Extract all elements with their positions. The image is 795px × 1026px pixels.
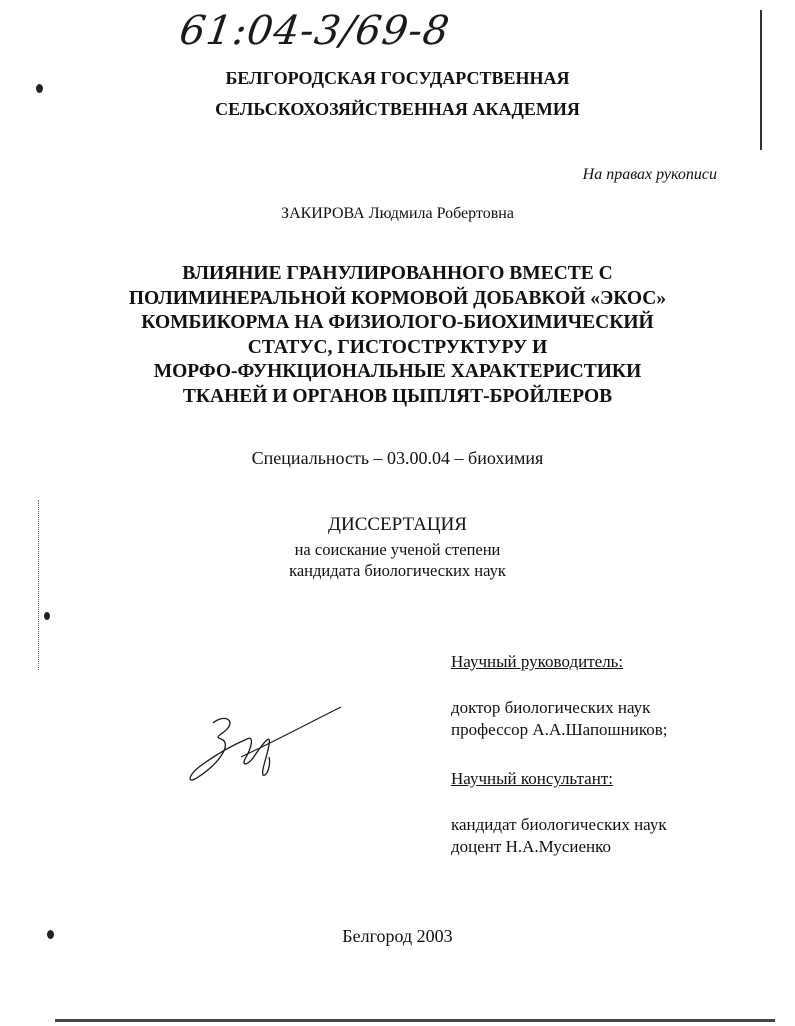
- signature-stroke-2: [241, 707, 341, 757]
- institution-line-2: СЕЛЬСКОХОЗЯЙСТВЕННАЯ АКАДЕМИЯ: [215, 99, 580, 119]
- institution-line-1: БЕЛГОРОДСКАЯ ГОСУДАРСТВЕННАЯ: [225, 68, 570, 88]
- institution-header: [0, 63, 795, 125]
- consultant-line-2: доцент Н.А.Мусиенко: [451, 837, 611, 856]
- supervisor-line-2: профессор А.А.Шапошников;: [451, 720, 668, 739]
- dissertation-degree: [0, 539, 795, 581]
- signature: [185, 705, 345, 785]
- title-line: ВЛИЯНИЕ ГРАНУЛИРОВАННОГО ВМЕСТЕ С: [182, 263, 613, 284]
- dissertation-title: [0, 262, 795, 409]
- supervisor-details: [451, 697, 667, 741]
- specialty: Специальность – 03.00.04 – биохимия: [251, 448, 544, 468]
- degree-line-1: на соискание ученой степени: [294, 540, 501, 559]
- dissertation-type: ДИССЕРТАЦИЯ: [328, 514, 467, 535]
- title-line: СТАТУС, ГИСТОСТРУКТУРУ И: [247, 336, 548, 358]
- scan-mark-middle: [44, 612, 50, 620]
- rights-note: На правах рукописи: [582, 166, 717, 183]
- archive-code: 61:04-3/69-8: [176, 8, 453, 54]
- title-line: КОМБИКОРМА НА ФИЗИОЛОГО-БИОХИМИЧЕСКИЙ: [141, 312, 654, 333]
- supervisor-label: Научный руководитель:: [451, 652, 624, 671]
- degree-line-2: кандидата биологических наук: [289, 561, 506, 580]
- supervisor-line-1: доктор биологических наук: [451, 698, 651, 717]
- consultant-label: Научный консультант:: [451, 769, 613, 788]
- city-year: Белгород 2003: [342, 926, 453, 946]
- title-line: МОРФО-ФУНКЦИОНАЛЬНЫЕ ХАРАКТЕРИСТИКИ: [153, 361, 642, 382]
- bottom-rule: [55, 1019, 775, 1022]
- title-line: ПОЛИМИНЕРАЛЬНОЙ КОРМОВОЙ ДОБАВКОЙ «ЭКОС»: [128, 287, 667, 309]
- author-name: ЗАКИРОВА Людмила Робертовна: [281, 205, 514, 222]
- consultant-line-1: кандидат биологических наук: [451, 815, 667, 834]
- consultant-details: [451, 814, 667, 858]
- title-line: ТКАНЕЙ И ОРГАНОВ ЦЫПЛЯТ-БРОЙЛЕРОВ: [182, 385, 613, 407]
